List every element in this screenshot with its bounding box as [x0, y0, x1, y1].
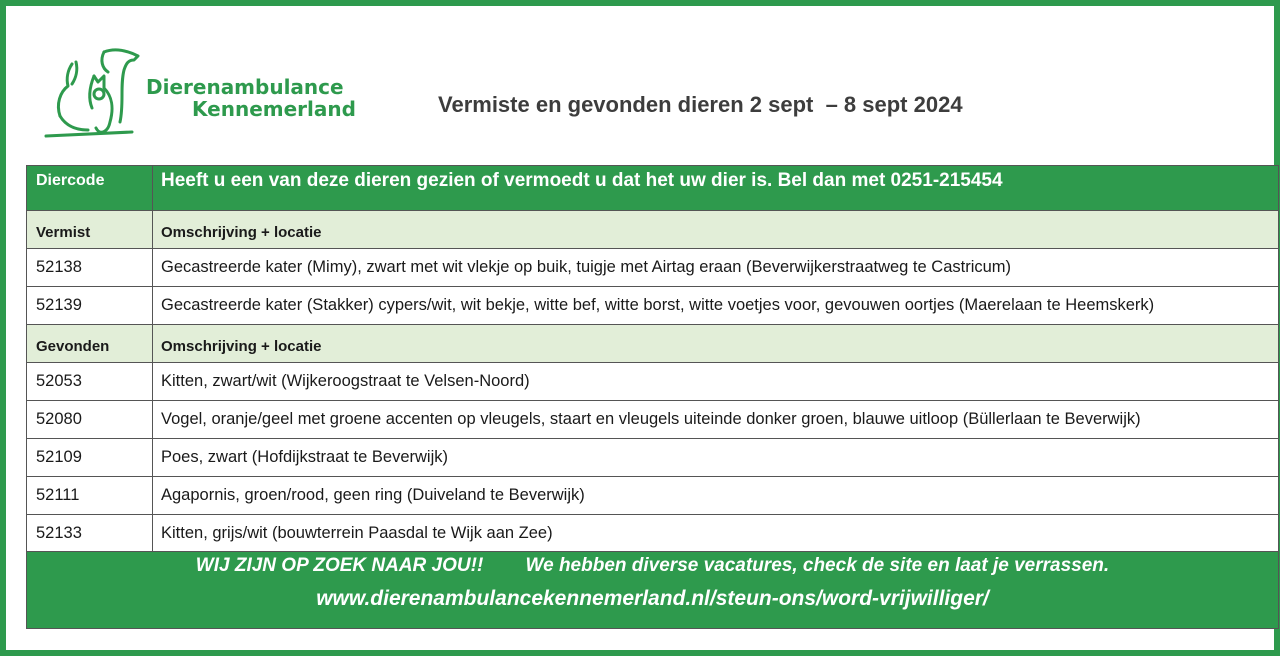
animal-description: Gecastreerde kater (Stakker) cypers/wit, wit bekje, witte bef, witte borst, witte voetjes voor, gevouwen oortjes (Maerelaan te Heemskerk): [153, 287, 1279, 325]
animal-code: 52133: [27, 515, 153, 553]
animal-description: Kitten, grijs/wit (bouwterrein Paasdal te Wijk aan Zee): [153, 515, 1279, 553]
animal-description: Vogel, oranje/geel met groene accenten op vleugels, staart en vleugels uiteinde donker groen, blauwe uitloop (Büllerlaan te Beverwijk): [153, 401, 1279, 439]
section-found-column: Omschrijving + locatie: [153, 325, 1279, 363]
section-found-label: Gevonden: [27, 325, 153, 363]
header-code: Diercode: [27, 166, 153, 211]
animal-description: Kitten, zwart/wit (Wijkeroogstraat te Velsen-Noord): [153, 363, 1279, 401]
animal-code: 52080: [27, 401, 153, 439]
animal-description: Poes, zwart (Hofdijkstraat te Beverwijk): [153, 439, 1279, 477]
brand-name-line1: Dierenambulance: [146, 75, 344, 99]
page-title: Vermiste en gevonden dieren 2 sept – 8 sept 2024: [438, 92, 963, 117]
table-row: [27, 439, 1279, 477]
section-missing-label: Vermist: [27, 211, 153, 249]
table-row: [27, 477, 1279, 515]
table-row: [27, 515, 1279, 553]
section-missing-row: [27, 211, 1279, 249]
table-row: [27, 287, 1279, 325]
brand-logo: [42, 46, 362, 156]
table-row: [27, 249, 1279, 287]
animal-description: Agapornis, groen/rood, geen ring (Duiveland te Beverwijk): [153, 477, 1279, 515]
footer-volunteer-link[interactable]: www.dierenambulancekennemerland.nl/steun-ons/word-vrijwilliger/: [316, 587, 989, 610]
table-row: [27, 401, 1279, 439]
section-found-row: [27, 325, 1279, 363]
recruitment-footer: [26, 551, 1279, 629]
animals-table: [26, 165, 1279, 553]
animals-logo-icon: [42, 46, 142, 156]
section-missing-column: Omschrijving + locatie: [153, 211, 1279, 249]
animal-description: Gecastreerde kater (Mimy), zwart met wit vlekje op buik, tuigje met Airtag eraan (Beverwijkerstraatweg te Castricum): [153, 249, 1279, 287]
table-row: [27, 363, 1279, 401]
animal-code: 52111: [27, 477, 153, 515]
animal-code: 52109: [27, 439, 153, 477]
animal-code: 52053: [27, 363, 153, 401]
table-header-row: [27, 166, 1279, 211]
animal-code: 52138: [27, 249, 153, 287]
header-description: Heeft u een van deze dieren gezien of vermoedt u dat het uw dier is. Bel dan met 0251-215454: [153, 166, 1279, 211]
footer-recruitment-text: WIJ ZIJN OP ZOEK NAAR JOU!! We hebben diverse vacatures, check de site en laat je verrassen.: [195, 555, 1110, 576]
brand-name-line2: Kennemerland: [192, 97, 356, 121]
animal-code: 52139: [27, 287, 153, 325]
